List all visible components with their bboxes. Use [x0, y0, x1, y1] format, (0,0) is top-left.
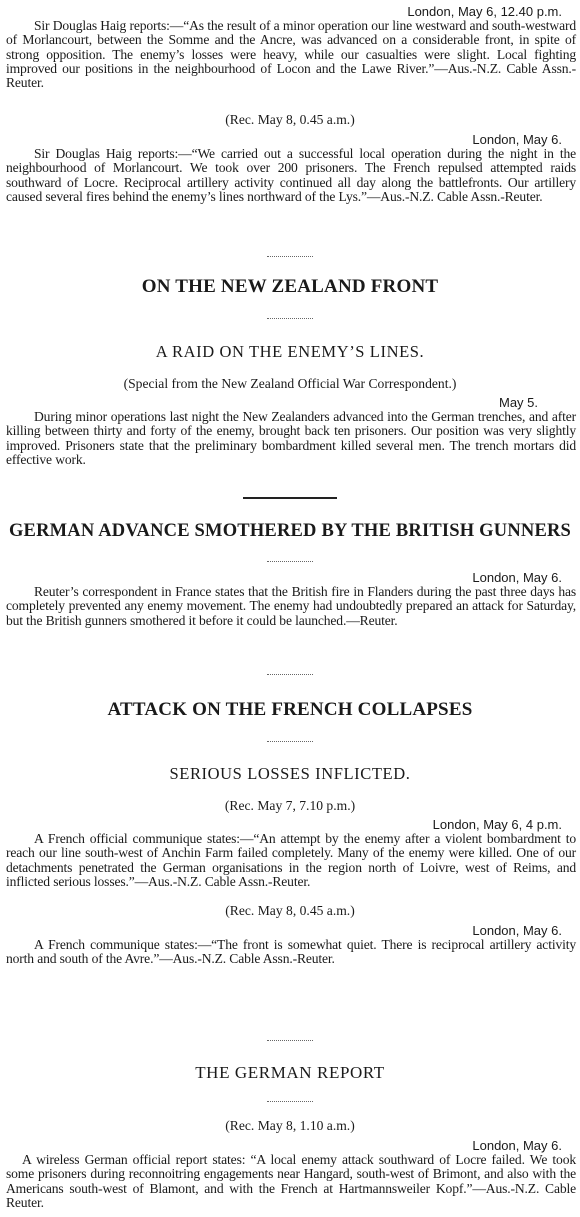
- received-time: (Rec. May 7, 7.10 p.m.): [224, 798, 356, 813]
- article-paragraph: A wireless German official report states: “A local enemy attack southward of Locre failed. We took some prisoners during reconnoitring engagements near Hangard, south-west of Brimont, and also with the Americans south-west of Blamont, and with the French at Hartmannsweiler Kopf.”—Aus.-N.Z. Cable Reuter.: [6, 1152, 576, 1210]
- dateline: London, May 6.: [472, 570, 562, 585]
- german-article: [0, 1118, 580, 1210]
- article-paragraph: A French official communique states:—“An attempt by the enemy after a violent bombardment to reach our line south-west of Anchin Farm failed completely. Many of the enemy were killed. One of our detachments penetrated the German organisations in the region north of Loivre, west of Reims, and inflicted serious losses.”—Aus.-N.Z. Cable Assn.-Reuter.: [6, 831, 576, 889]
- headline: GERMAN ADVANCE SMOTHERED BY THE BRITISH GUNNERS: [8, 521, 572, 541]
- section-gunners: [0, 520, 580, 542]
- section-french: [0, 699, 580, 721]
- separator: [0, 256, 580, 257]
- article-paragraph: Sir Douglas Haig reports:—“As the result of a minor operation our line westward and south-westward of Morlancourt, between the Somme and the Ancre, was advanced on a considerable front, in spite of strong opposition. The enemy’s losses were heavy, while our casualties were slight. Local fighting improved our positions in the neighbourhood of Locon and the Lawe River.”—Aus.-N.Z. Cable Assn.-Reuter.: [6, 18, 576, 91]
- article-paragraph: Reuter’s correspondent in France states that the British fire in Flanders during the past three days has completely prevented any enemy movement. The enemy had undoubtedly prepared an attack for Saturday, but the British gunners smothered it before it could be launched.—Reuter.: [6, 584, 576, 628]
- headline: THE GERMAN REPORT: [195, 1063, 385, 1082]
- dispatch-haig-1: [0, 4, 580, 90]
- received-time: (Rec. May 8, 1.10 a.m.): [225, 1118, 355, 1133]
- dateline: London, May 6.: [472, 923, 562, 939]
- headline: ATTACK ON THE FRENCH COLLAPSES: [107, 699, 473, 720]
- section-german-report: [0, 1063, 580, 1083]
- dateline: London, May 6, 12.40 p.m.: [407, 4, 562, 19]
- separator: [0, 1101, 580, 1102]
- nz-raid: [0, 342, 580, 467]
- subheadline: A RAID ON THE ENEMY’S LINES.: [155, 342, 425, 361]
- received-time: (Rec. May 8, 0.45 a.m.): [225, 112, 355, 127]
- special-correspondent-note: (Special from the New Zealand Official War Correspondent.): [123, 376, 457, 391]
- received-time: (Rec. May 8, 0.45 a.m.): [225, 903, 355, 919]
- dispatch-haig-2: [0, 112, 580, 204]
- dateline: London, May 6.: [472, 1138, 562, 1153]
- section-nz-front: [0, 276, 580, 298]
- separator: [0, 741, 580, 742]
- separator: [0, 318, 580, 319]
- gunners-article: [0, 570, 580, 628]
- separator-rule: [0, 497, 580, 499]
- dateline: London, May 6.: [472, 132, 562, 147]
- article-paragraph: A French communique states:—“The front is somewhat quiet. There is reciprocal artillery activity north and south of the Avre.”—Aus.-N.Z. Cable Assn.-Reuter.: [6, 937, 576, 967]
- headline: ON THE NEW ZEALAND FRONT: [141, 276, 439, 297]
- separator: [0, 674, 580, 675]
- article-paragraph: During minor operations last night the New Zealanders advanced into the German trenches, and after killing between thirty and forty of the enemy, brought back ten prisoners. Our position was very slightly improved. Prisoners state that the preliminary bombardment killed several men. The trench mortars did effective work.: [6, 409, 576, 467]
- article-paragraph: Sir Douglas Haig reports:—“We carried out a successful local operation during the night in the neighbourhood of Morlancourt. We took over 200 prisoners. The French repulsed attempted raids southward of Locre. Reciprocal artillery activity continued all day along the battlefronts. Our artillery caused several fires behind the enemy’s lines northward of the Lys.”—Aus.-N.Z. Cable Assn.-Reuter.: [6, 146, 576, 204]
- dateline: London, May 6, 4 p.m.: [432, 817, 562, 832]
- separator: [0, 1040, 580, 1041]
- french-article: [0, 764, 580, 967]
- subheadline: SERIOUS LOSSES INFLICTED.: [169, 764, 411, 783]
- dateline: May 5.: [498, 395, 538, 410]
- separator: [0, 561, 580, 562]
